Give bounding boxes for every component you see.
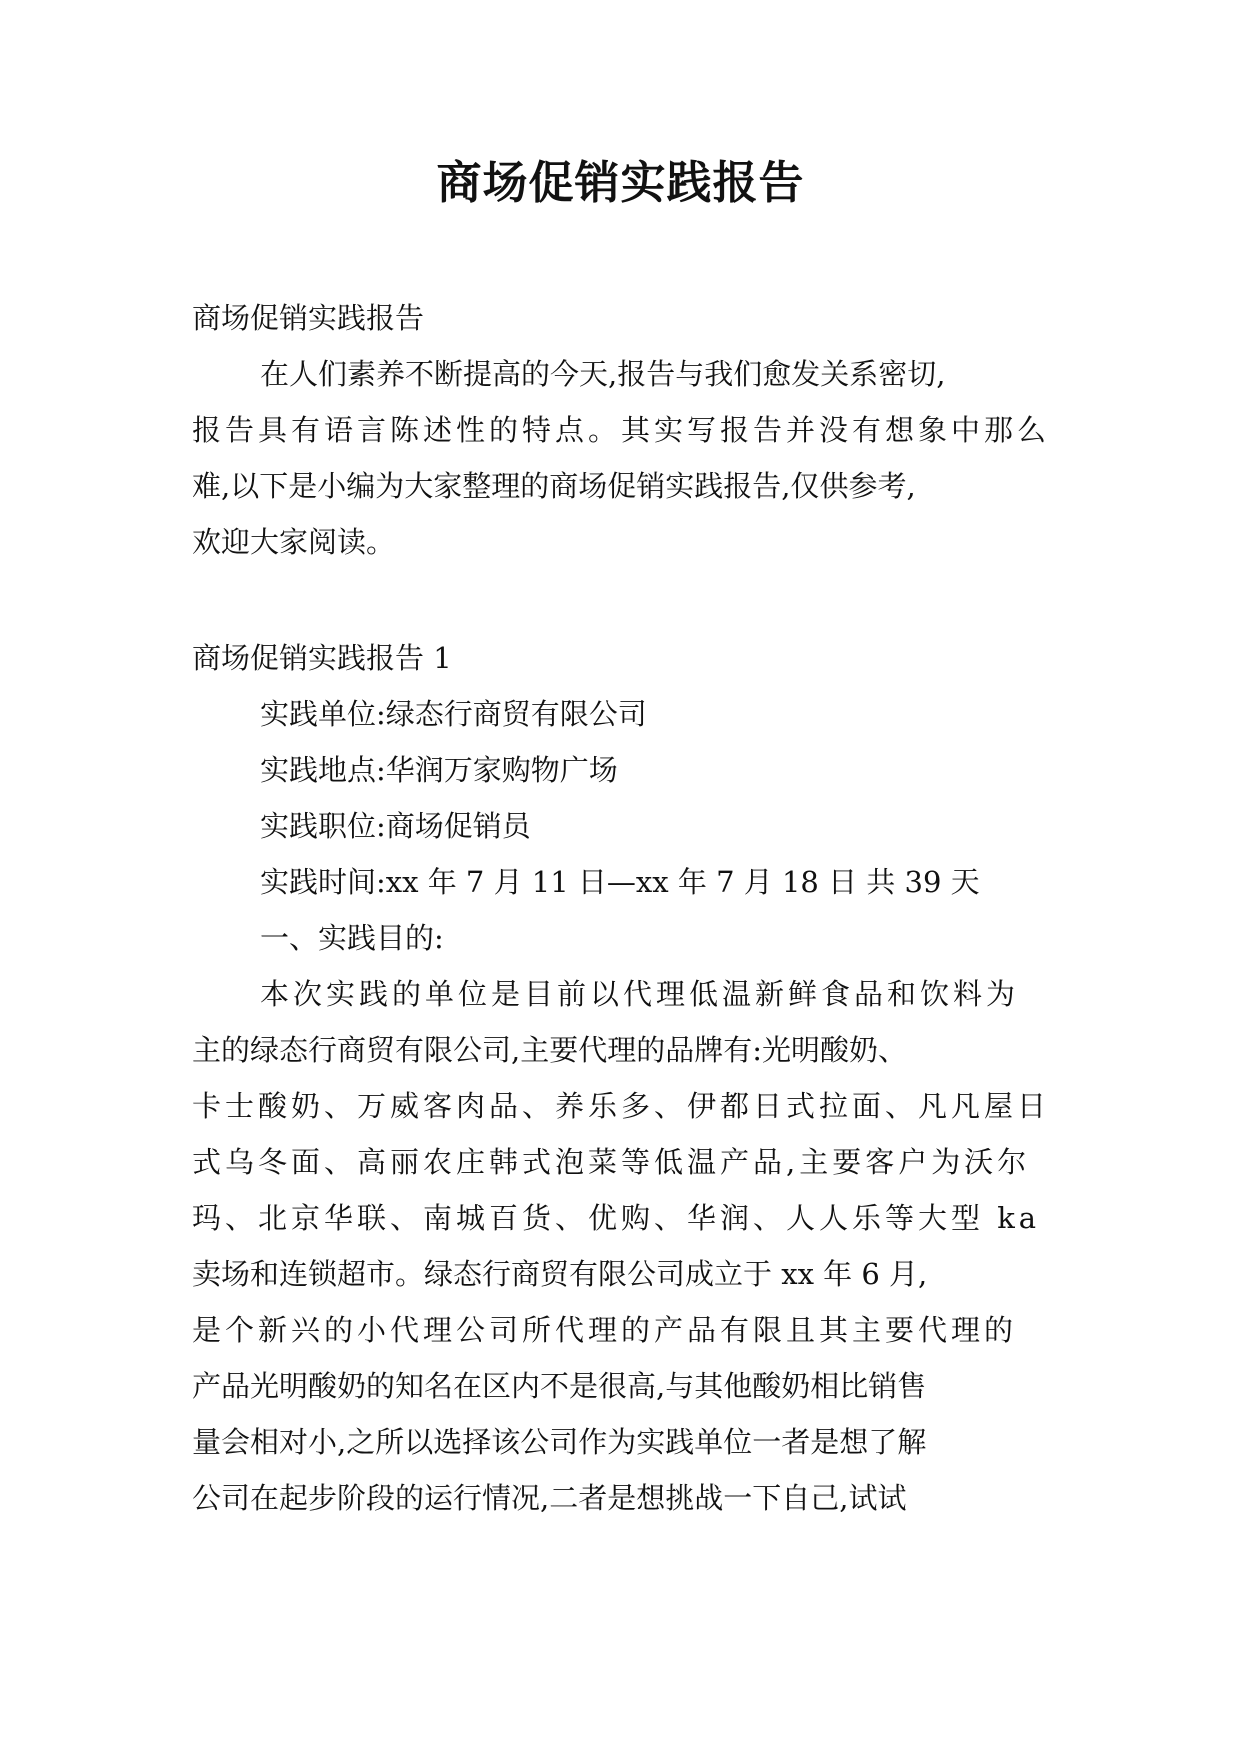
intro-line: 报告具有语言陈述性的特点。其实写报告并没有想象中那么 (192, 413, 1051, 447)
section-heading: 商场促销实践报告 1 (192, 641, 452, 675)
info-line: 实践时间:xx 年 7 月 11 日—xx 年 7 月 18 日 共 39 天 (260, 865, 980, 899)
body-line: 产品光明酸奶的知名在区内不是很高,与其他酸奶相比销售 (192, 1369, 927, 1403)
info-line: 实践地点:华润万家购物广场 (260, 753, 618, 787)
body-line: 量会相对小,之所以选择该公司作为实践单位一者是想了解 (192, 1425, 927, 1459)
body-line: 卡士酸奶、万威客肉品、养乐多、伊都日式拉面、凡凡屋日 (192, 1089, 1051, 1123)
intro-line: 在人们素养不断提高的今天,报告与我们愈发关系密切, (260, 357, 946, 391)
intro-line: 难,以下是小编为大家整理的商场促销实践报告,仅供参考, (192, 469, 916, 503)
intro-line: 欢迎大家阅读。 (192, 525, 396, 559)
document-body (192, 290, 1062, 1526)
body-line: 本次实践的单位是目前以代理低温新鲜食品和饮料为 (260, 977, 1020, 1011)
body-line: 玛、北京华联、南城百货、优购、华润、人人乐等大型 ka (192, 1201, 1041, 1235)
document-title: 商场促销实践报告 (436, 156, 805, 209)
info-line: 实践单位:绿态行商贸有限公司 (260, 697, 647, 731)
body-line: 卖场和连锁超市。绿态行商贸有限公司成立于 xx 年 6 月, (192, 1257, 928, 1291)
paragraph-gap (192, 570, 1062, 630)
subheading: 商场促销实践报告 (192, 301, 425, 335)
info-line: 实践职位:商场促销员 (260, 809, 531, 843)
body-line: 是个新兴的小代理公司所代理的产品有限且其主要代理的 (192, 1313, 1018, 1347)
body-line: 公司在起步阶段的运行情况,二者是想挑战一下自己,试试 (192, 1481, 907, 1515)
info-line: 一、实践目的: (260, 921, 444, 955)
body-line: 主的绿态行商贸有限公司,主要代理的品牌有:光明酸奶、 (192, 1033, 907, 1067)
body-line: 式乌冬面、高丽农庄韩式泡菜等低温产品,主要客户为沃尔 (192, 1145, 1031, 1179)
